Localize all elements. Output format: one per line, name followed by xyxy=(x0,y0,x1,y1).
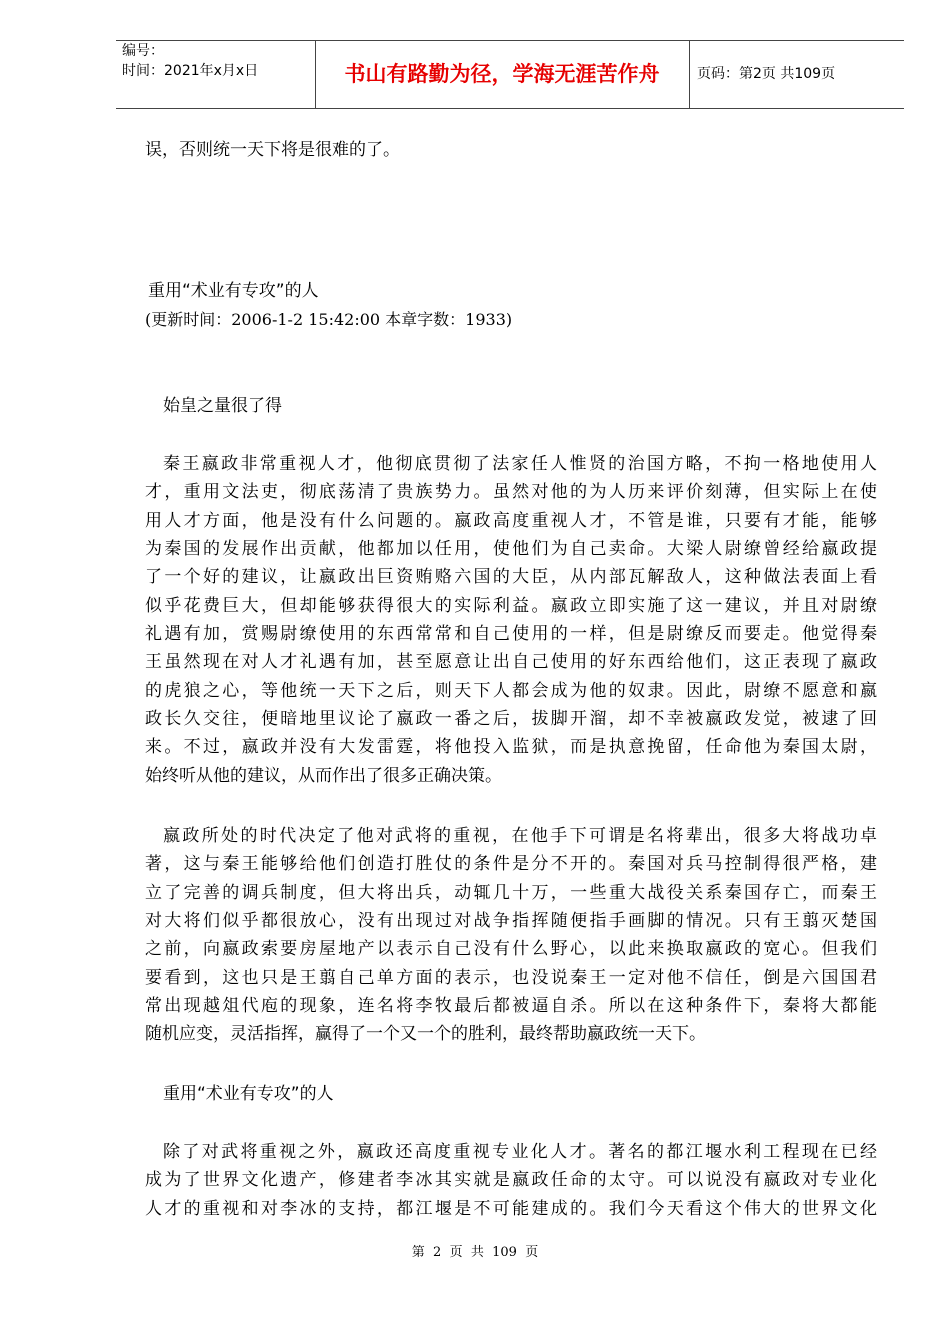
paragraph-line: 常出现越俎代庖的现象，连名将李牧最后都被逼自杀。所以在这种条件下，秦将大都能 xyxy=(145,995,877,1016)
paragraph-line: 除了对武将重视之外，嬴政还高度重视专业化人才。著名的都江堰水利工程现在已经 xyxy=(163,1142,877,1162)
header-motto: 书山有路勤为径，学海无涯苦作舟 xyxy=(344,61,660,86)
section-subheading: 重用“术业有专攻”的人 xyxy=(163,1084,334,1104)
header-divider xyxy=(689,41,690,108)
page-footer: 第 2 页 共 109 页 xyxy=(411,1245,539,1260)
paragraph-line: 似乎花费巨大，但却能够获得很大的实际利益。嬴政立即实施了这一建议，并且对尉缭 xyxy=(145,595,877,616)
paragraph-line: 随机应变，灵活指挥，赢得了一个又一个的胜利，最终帮助嬴政统一天下。 xyxy=(145,1024,706,1045)
paragraph-2 xyxy=(145,822,877,1049)
paragraph-line: 才，重用文法吏，彻底荡清了贵族势力。虽然对他的为人历来评价刻薄，但实际上在使 xyxy=(145,482,877,503)
section-heading: 始皇之量很了得 xyxy=(163,396,282,416)
paragraph-line: 了一个好的建议，让嬴政出巨资贿赂六国的大臣，从内部瓦解敌人，这种做法表面上看 xyxy=(145,567,877,588)
paragraph-line: 嬴政所处的时代决定了他对武将的重视，在他手下可谓是名将辈出，很多大将战功卓 xyxy=(163,826,877,846)
paragraph-line: 对大将们似乎都很放心，没有出现过对战争指挥随便指手画脚的情况。只有王翦灭楚国 xyxy=(145,910,877,931)
paragraph-line: 始终听从他的建议，从而作出了很多正确决策。 xyxy=(145,765,502,786)
paragraph-line: 人才的重视和对李冰的支持，都江堰是不可能建成的。我们今天看这个伟大的世界文化 xyxy=(145,1198,877,1219)
page-header xyxy=(116,40,904,109)
paragraph-line: 用人才方面，他是没有什么问题的。嬴政高度重视人才，不管是谁，只要有才能，能够 xyxy=(145,510,877,531)
paragraph-line: 之前，向嬴政索要房屋地产以表示自己没有什么野心，以此来换取嬴政的宽心。但我们 xyxy=(145,939,877,960)
paragraph-line: 成为了世界文化遗产，修建者李冰其实就是嬴政任命的太守。可以说没有嬴政对专业化 xyxy=(145,1170,877,1191)
chapter-title: 重用“术业有专攻”的人 xyxy=(148,281,319,301)
paragraph-line: 立了完善的调兵制度，但大将出兵，动辄几十万，一些重大战役关系秦国存亡，而秦王 xyxy=(145,882,877,903)
carryover-text: 误，否则统一天下将是很难的了。 xyxy=(145,140,400,160)
paragraph-line: 著，这与秦王能够给他们创造打胜仗的条件是分不开的。秦国对兵马控制得很严格，建 xyxy=(145,854,877,875)
paragraph-line: 秦王嬴政非常重视人才，他彻底贯彻了法家任人惟贤的治国方略，不拘一格地使用人 xyxy=(163,454,877,474)
paragraph-line: 政长久交往，便暗地里议论了嬴政一番之后，拔脚开溜，却不幸被嬴政发觉，被逮了回 xyxy=(145,708,877,729)
chapter-meta: (更新时间：2006-1-2 15:42:00 本章字数：1933) xyxy=(145,310,513,329)
paragraph-line: 王虽然现在对人才礼遇有加，甚至愿意让出自己使用的好东西给他们，这正表现了嬴政 xyxy=(145,652,877,673)
paragraph-line: 要看到，这也只是王翦自己单方面的表示，也没说秦王一定对他不信任，倒是六国国君 xyxy=(145,967,877,988)
paragraph-1 xyxy=(145,450,877,790)
paragraph-line: 为秦国的发展作出贡献，他都加以任用，使他们为自己卖命。大梁人尉缭曾经给嬴政提 xyxy=(145,538,877,559)
document-code-label: 编号： xyxy=(122,43,164,59)
paragraph-3 xyxy=(145,1138,877,1223)
paragraph-line: 礼遇有加，赏赐尉缭使用的东西常常和自己使用的一样，但是尉缭反而要走。他觉得秦 xyxy=(145,623,877,644)
paragraph-line: 来。不过，嬴政并没有大发雷霆，将他投入监狱，而是执意挽留，任命他为秦国太尉， xyxy=(145,737,877,758)
paragraph-line: 的虎狼之心，等他统一天下之后，则天下人都会成为他的奴隶。因此，尉缭不愿意和嬴 xyxy=(145,680,877,701)
document-time-label: 时间：2021年x月x日 xyxy=(122,63,259,79)
header-page-info: 页码：第2页 共109页 xyxy=(697,66,836,82)
